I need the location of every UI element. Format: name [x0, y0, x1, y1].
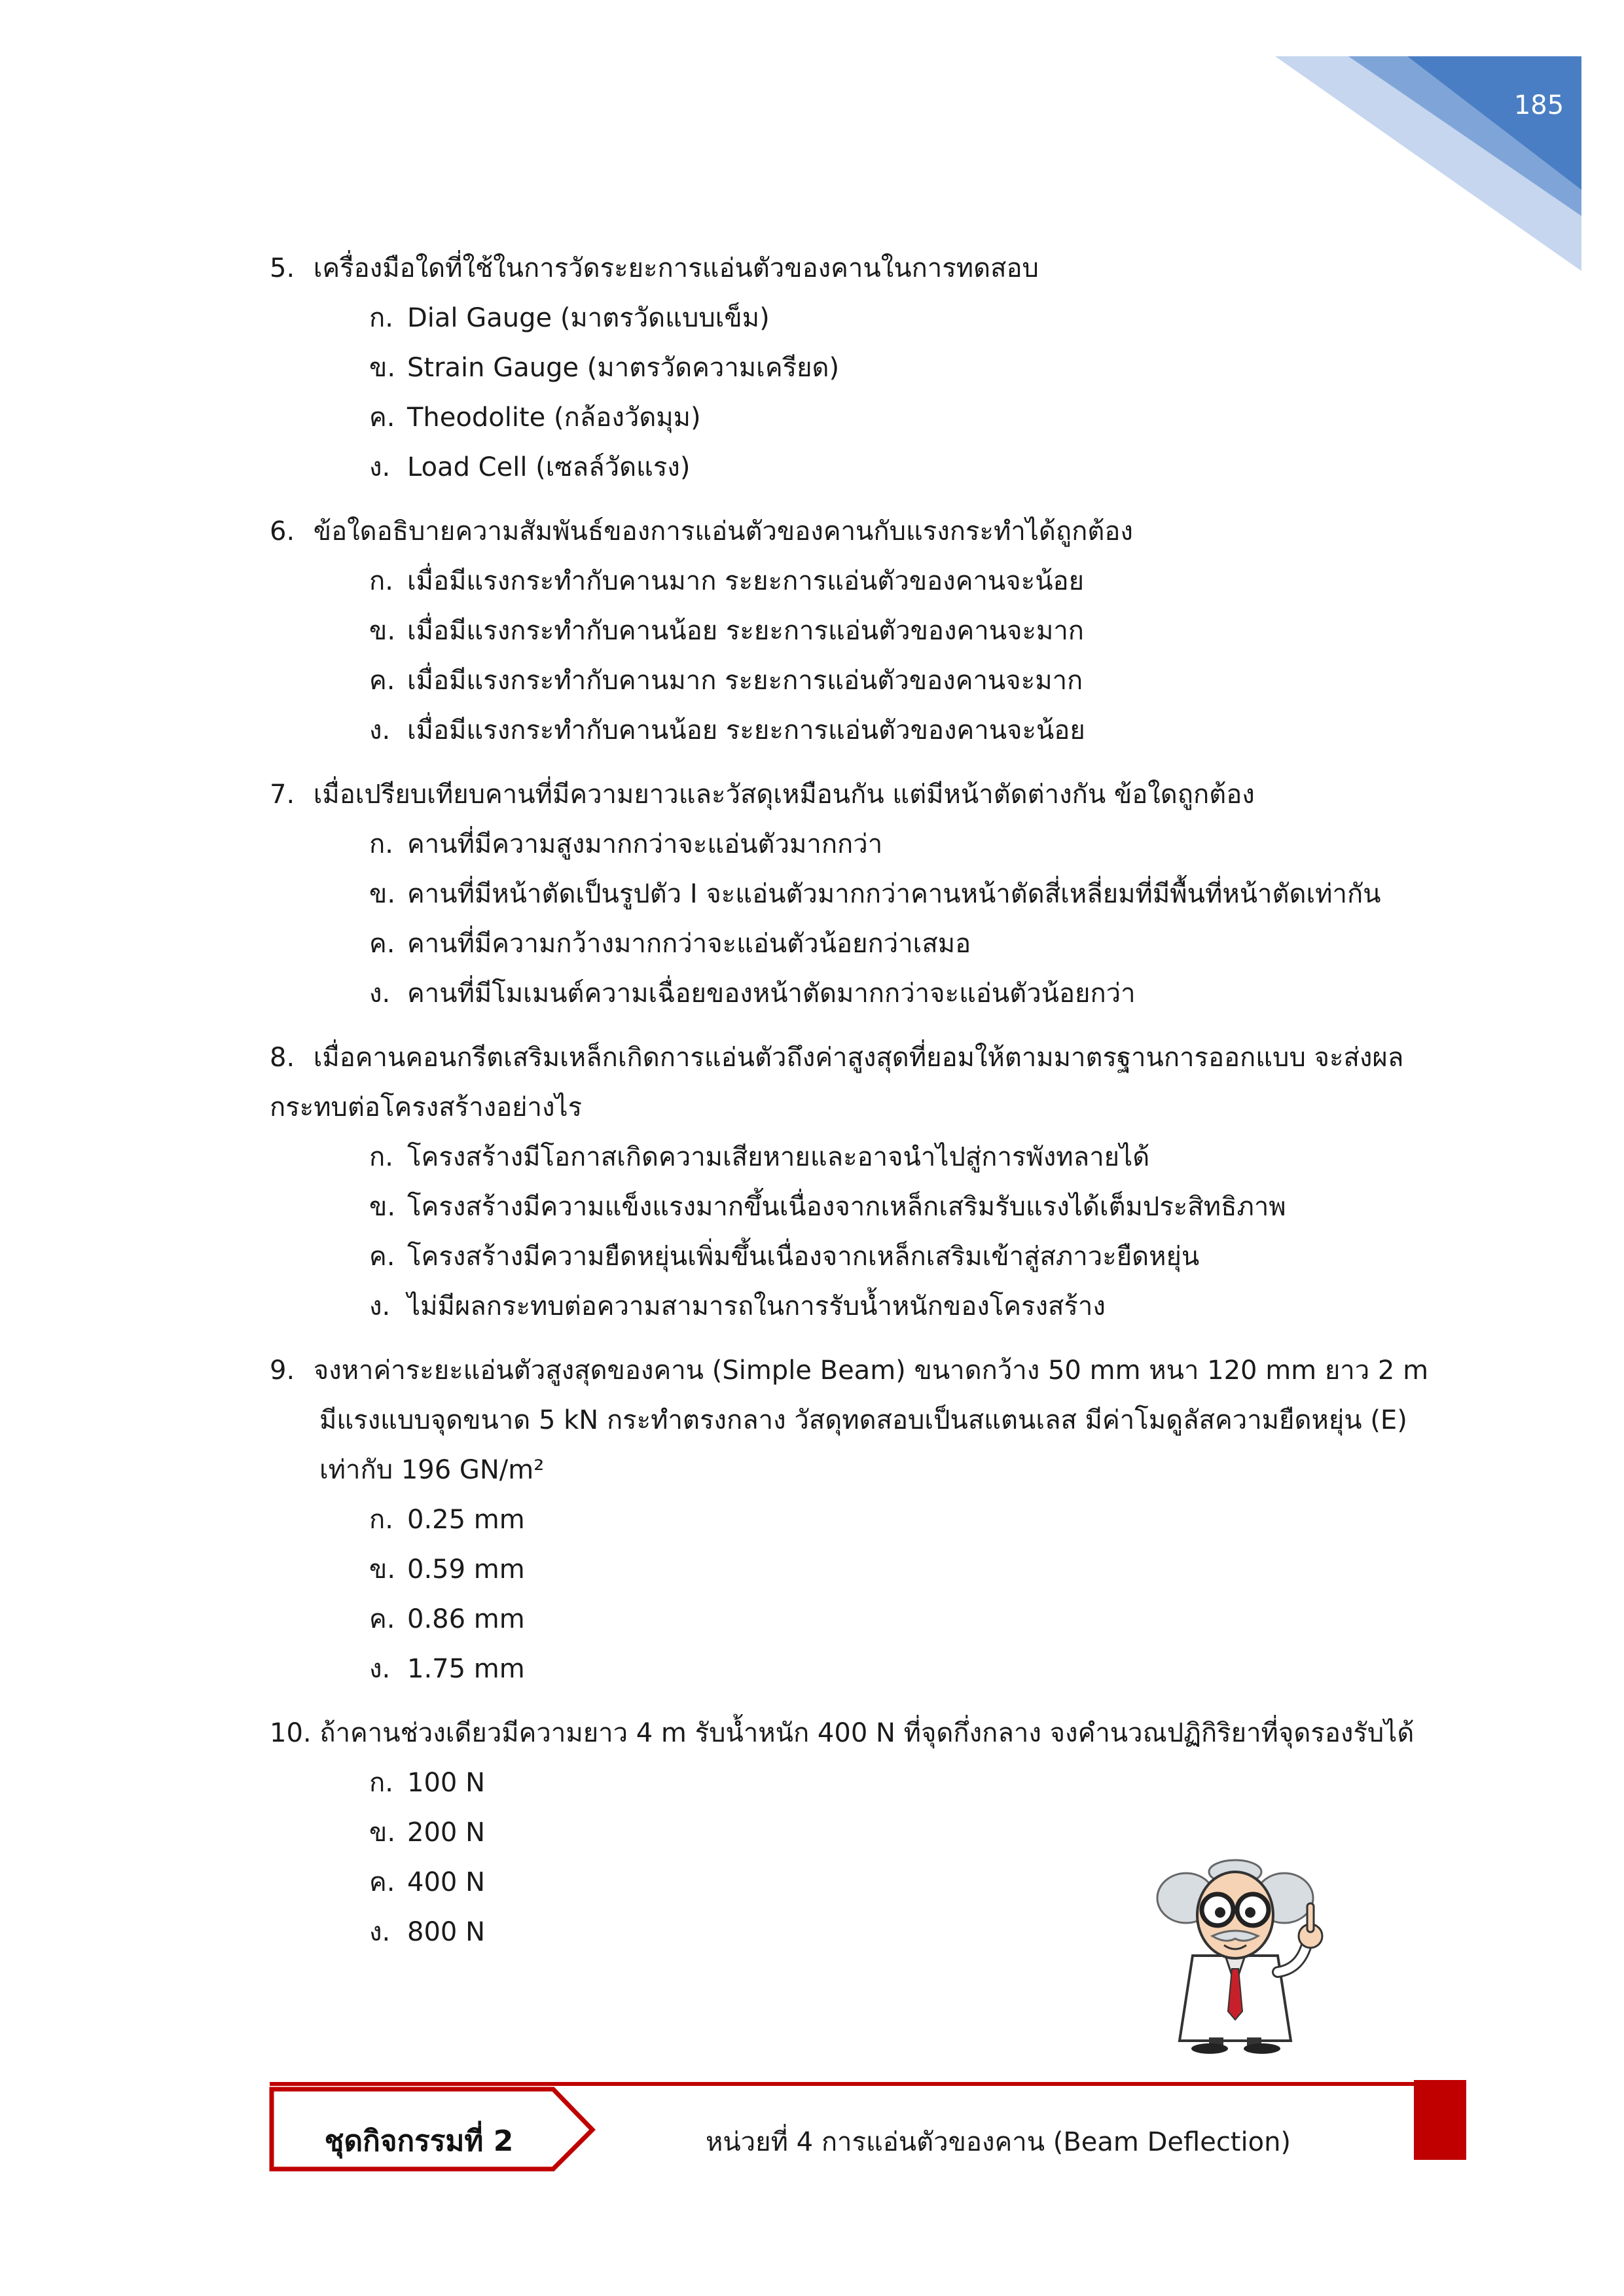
question-number: 9. — [270, 1355, 295, 1386]
choice-text: เมื่อมีแรงกระทำกับคานมาก ระยะการแอ่นตัวของคานจะมาก — [407, 666, 1083, 696]
choice-letter: ก. — [369, 566, 393, 596]
question-text-continued: กระทบต่อโครงสร้างอย่างไร — [270, 1092, 583, 1122]
choice-text: โครงสร้างมีความแข็งแรงมากขึ้นเนื่องจากเหล็กเสริมรับแรงได้เต็มประสิทธิภาพ — [407, 1192, 1286, 1222]
choice-text: คานที่มีหน้าตัดเป็นรูปตัว I จะแอ่นตัวมากกว่าคานหน้าตัดสี่เหลี่ยมที่มีพื้นที่หน้าตัดเท่ากัน — [407, 879, 1381, 909]
choice-text: คานที่มีความสูงมากกว่าจะแอ่นตัวมากกว่า — [407, 829, 883, 859]
choice — [270, 706, 1474, 755]
choice — [270, 1132, 1474, 1182]
choice-text: 100 N — [407, 1768, 485, 1798]
choice — [270, 1758, 1474, 1808]
choice-letter: ง. — [369, 1291, 391, 1321]
question-text: ข้อใดอธิบายความสัมพันธ์ของการแอ่นตัวของคานกับแรงกระทำได้ถูกต้อง — [313, 516, 1133, 547]
question-number: 7. — [270, 780, 295, 810]
activity-label: ชุดกิจกรรมที่ 2 — [324, 2125, 514, 2158]
choice-text: เมื่อมีแรงกระทำกับคานน้อย ระยะการแอ่นตัวของคานจะน้อย — [407, 715, 1085, 745]
choice-letter: ค. — [369, 1242, 395, 1272]
choice — [270, 393, 1474, 442]
question-list — [270, 243, 1474, 1971]
choice-letter: ง. — [369, 452, 391, 482]
question-8 — [270, 1033, 1474, 1331]
choice-text: โครงสร้างมีความยืดหยุ่นเพิ่มขึ้นเนื่องจากเหล็กเสริมเข้าสู่สภาวะยืดหยุ่น — [407, 1242, 1200, 1272]
choice-letter: ข. — [369, 1818, 396, 1848]
choice-text: 800 N — [407, 1917, 485, 1947]
choice — [270, 1495, 1474, 1545]
choice-letter: ค. — [369, 1867, 395, 1897]
choice — [270, 919, 1474, 969]
question-5 — [270, 243, 1474, 492]
choice-letter: ข. — [369, 879, 396, 909]
choice-text: Theodolite (กล้องวัดมุม) — [407, 403, 701, 433]
question-text: ถ้าคานช่วงเดียวมีความยาว 4 m รับน้ำหนัก 400 N ที่จุดกึ่งกลาง จงคำนวณปฏิกิริยาที่จุดรองรับได้ — [319, 1718, 1415, 1748]
corner-decoration — [0, 0, 1624, 275]
choice-text: 0.25 mm — [407, 1505, 525, 1535]
choice-letter: ก. — [369, 303, 393, 333]
choice-letter: ค. — [369, 1604, 395, 1634]
choice-letter: ข. — [369, 353, 396, 383]
choice — [270, 1808, 1474, 1857]
choice-letter: ก. — [369, 1142, 393, 1172]
choice-letter: ก. — [369, 829, 393, 859]
choice-text: โครงสร้างมีโอกาสเกิดความเสียหายและอาจนำไปสู่การพังทลายได้ — [407, 1142, 1150, 1172]
question-number: 8. — [270, 1043, 295, 1073]
choice-text: เมื่อมีแรงกระทำกับคานมาก ระยะการแอ่นตัวของคานจะน้อย — [407, 566, 1085, 596]
question-9 — [270, 1346, 1474, 1694]
choice — [270, 442, 1474, 492]
choice — [270, 656, 1474, 706]
choice-text: Load Cell (เซลล์วัดแรง) — [407, 452, 691, 482]
choice-letter: ก. — [369, 1768, 393, 1798]
choice-letter: ง. — [369, 1917, 391, 1947]
choice — [270, 819, 1474, 869]
choice-letter: ข. — [369, 616, 396, 646]
choice-text: 1.75 mm — [407, 1654, 525, 1684]
choice — [270, 1594, 1474, 1644]
page-number: 185 — [1513, 90, 1564, 120]
choice — [270, 1182, 1474, 1232]
question-number: 5. — [270, 253, 295, 283]
choice-text: คานที่มีโมเมนต์ความเฉื่อยของหน้าตัดมากกว่าจะแอ่นตัวน้อยกว่า — [407, 978, 1136, 1009]
choice-letter: ง. — [369, 715, 391, 745]
question-6 — [270, 507, 1474, 755]
choice-letter: ค. — [369, 929, 395, 959]
question-text-continued: มีแรงแบบจุดขนาด 5 kN กระทำตรงกลาง วัสดุทดสอบเป็นสแตนเลส มีค่าโมดูลัสความยืดหยุ่น (E) — [319, 1405, 1407, 1435]
choice-letter: ค. — [369, 666, 395, 696]
choice-letter: ค. — [369, 403, 395, 433]
question-text: จงหาค่าระยะแอ่นตัวสูงสุดของคาน (Simple Beam) ขนาดกว้าง 50 mm หนา 120 mm ยาว 2 m — [313, 1355, 1429, 1386]
unit-title: หน่วยที่ 4 การแอ่นตัวของคาน (Beam Deflection) — [705, 2127, 1291, 2157]
choice-letter: ข. — [369, 1192, 396, 1222]
choice — [270, 1545, 1474, 1594]
choice-letter: ง. — [369, 978, 391, 1009]
choice-text: คานที่มีความกว้างมากกว่าจะแอ่นตัวน้อยกว่าเสมอ — [407, 929, 971, 959]
scientist-cartoon-icon — [1147, 1857, 1369, 2054]
question-number: 6. — [270, 516, 295, 547]
question-text-continued: เท่ากับ 196 GN/m² — [319, 1455, 545, 1485]
choice-text: 400 N — [407, 1867, 485, 1897]
question-text: เมื่อเปรียบเทียบคานที่มีความยาวและวัสดุเหมือนกัน แต่มีหน้าตัดต่างกัน ข้อใดถูกต้อง — [313, 780, 1255, 810]
choice — [270, 293, 1474, 343]
choice — [270, 606, 1474, 656]
choice — [270, 1282, 1474, 1331]
choice-text: Strain Gauge (มาตรวัดความเครียด) — [407, 353, 840, 383]
choice-text: Dial Gauge (มาตรวัดแบบเข็ม) — [407, 303, 770, 333]
question-text: เมื่อคานคอนกรีตเสริมเหล็กเกิดการแอ่นตัวถึงค่าสูงสุดที่ยอมให้ตามมาตรฐานการออกแบบ จะส่งผล — [313, 1043, 1404, 1073]
choice-text: 0.86 mm — [407, 1604, 525, 1634]
choice — [270, 969, 1474, 1018]
question-number: 10. — [270, 1718, 312, 1748]
question-text: เครื่องมือใดที่ใช้ในการวัดระยะการแอ่นตัวของคานในการทดสอบ — [313, 253, 1039, 283]
choice — [270, 1232, 1474, 1282]
choice — [270, 1644, 1474, 1694]
choice-text: 200 N — [407, 1818, 485, 1848]
choice-letter: ก. — [369, 1505, 393, 1535]
choice-letter: ข. — [369, 1554, 396, 1585]
choice-text: เมื่อมีแรงกระทำกับคานน้อย ระยะการแอ่นตัวของคานจะมาก — [407, 616, 1085, 646]
choice-letter: ง. — [369, 1654, 391, 1684]
choice — [270, 869, 1474, 919]
choice — [270, 343, 1474, 393]
question-7 — [270, 770, 1474, 1018]
choice-text: 0.59 mm — [407, 1554, 525, 1585]
choice — [270, 556, 1474, 606]
choice-text: ไม่มีผลกระทบต่อความสามารถในการรับน้ำหนักของโครงสร้าง — [407, 1291, 1106, 1321]
